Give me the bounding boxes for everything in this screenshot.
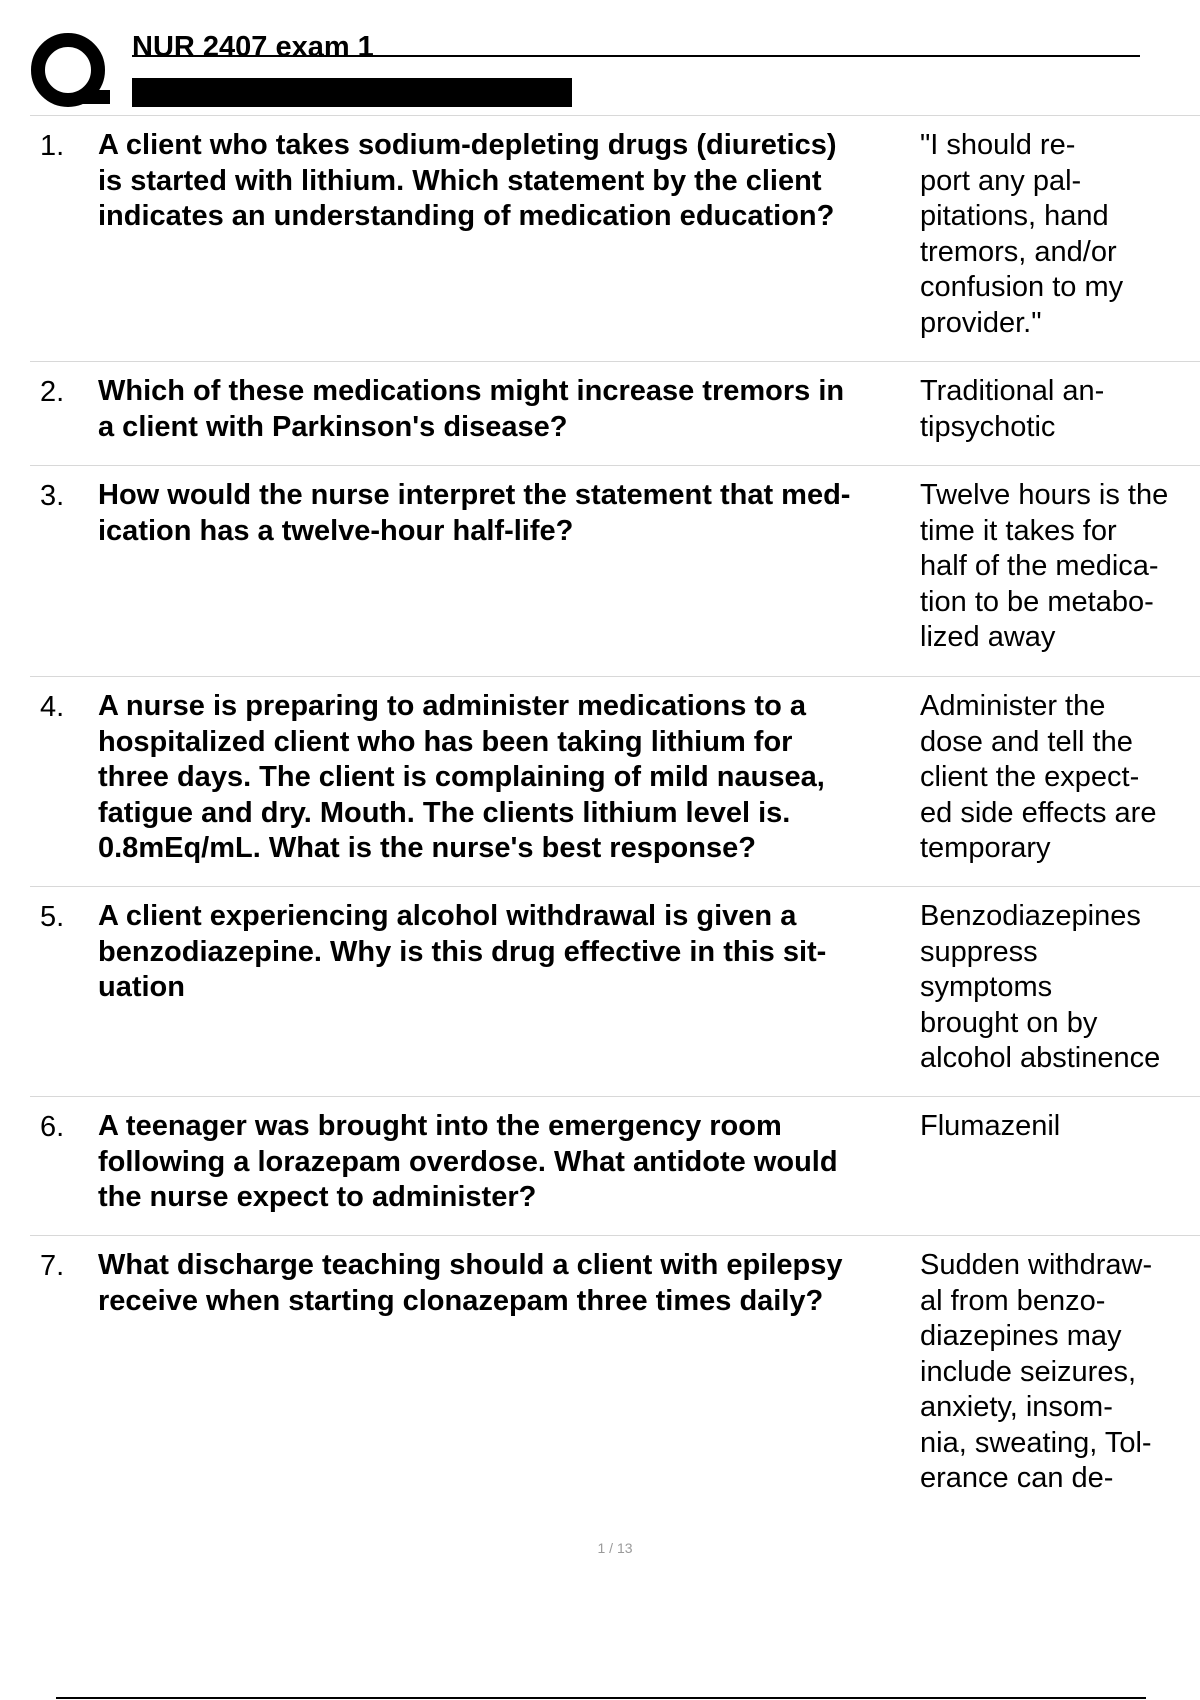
question-row-6: [30, 1097, 1200, 1236]
question-text: A teenager was brought into the emergency room following a lorazepam overdose. What antidote would the nurse expect to administer?: [98, 1110, 838, 1213]
question-row-2: [30, 362, 1200, 466]
page-header: [30, 22, 1140, 112]
redacted-author-bar: [132, 78, 572, 107]
question-number: 3.: [40, 480, 65, 512]
answer-text: Sudden withdraw- al from benzo- diazepines may include seizures, anxiety, insom- nia, sweating, Tol- erance can de-: [920, 1249, 1153, 1494]
footer-divider: [56, 1697, 1146, 1699]
question-list: [30, 116, 1200, 1516]
question-text: How would the nurse interpret the statement that med- ication has a twelve-hour half-life?: [98, 479, 851, 547]
question-text: A client experiencing alcohol withdrawal is given a benzodiazepine. Why is this drug effective in this sit- uation: [98, 900, 827, 1003]
question-text: A client who takes sodium-depleting drugs (diuretics) is started with lithium. Which statement by the client indicates an understanding of medication education?: [98, 129, 837, 232]
question-row-4: [30, 677, 1200, 887]
question-text: What discharge teaching should a client with epilepsy receive when starting clonazepam three times daily?: [98, 1249, 843, 1317]
answer-text: Flumazenil: [920, 1110, 1061, 1142]
question-number: 1.: [40, 130, 65, 162]
title-underline: [132, 55, 1140, 57]
question-number: 7.: [40, 1250, 65, 1282]
question-text: Which of these medications might increase tremors in a client with Parkinson's disease?: [98, 375, 845, 443]
question-text: A nurse is preparing to administer medications to a hospitalized client who has been taking lithium for three days. The client is complaining of mild nausea, fatigue and dry. Mouth. The clients lithium level is. 0.8mEq/mL. What is the nurse's best response?: [98, 690, 825, 864]
page-number: 1 / 13: [597, 1540, 633, 1556]
question-row-1: [30, 116, 1200, 362]
answer-text: Traditional an- tipsychotic: [920, 375, 1105, 443]
page-title: NUR 2407 exam 1: [132, 31, 374, 63]
answer-text: "I should re- port any pal- pitations, hand tremors, and/or confusion to my provider.": [920, 129, 1124, 339]
quizlet-logo-icon: [30, 32, 110, 112]
question-number: 5.: [40, 901, 65, 933]
answer-text: Administer the dose and tell the client the expect- ed side effects are temporary: [920, 690, 1157, 864]
question-row-5: [30, 887, 1200, 1097]
question-row-3: [30, 466, 1200, 677]
question-number: 6.: [40, 1111, 65, 1143]
question-number: 4.: [40, 691, 65, 723]
answer-text: Benzodiazepines suppress symptoms brought on by alcohol abstinence: [920, 900, 1161, 1074]
question-number: 2.: [40, 376, 65, 408]
answer-text: Twelve hours is the time it takes for half of the medica- tion to be metabo- lized away: [920, 479, 1169, 653]
question-row-7: [30, 1236, 1200, 1516]
